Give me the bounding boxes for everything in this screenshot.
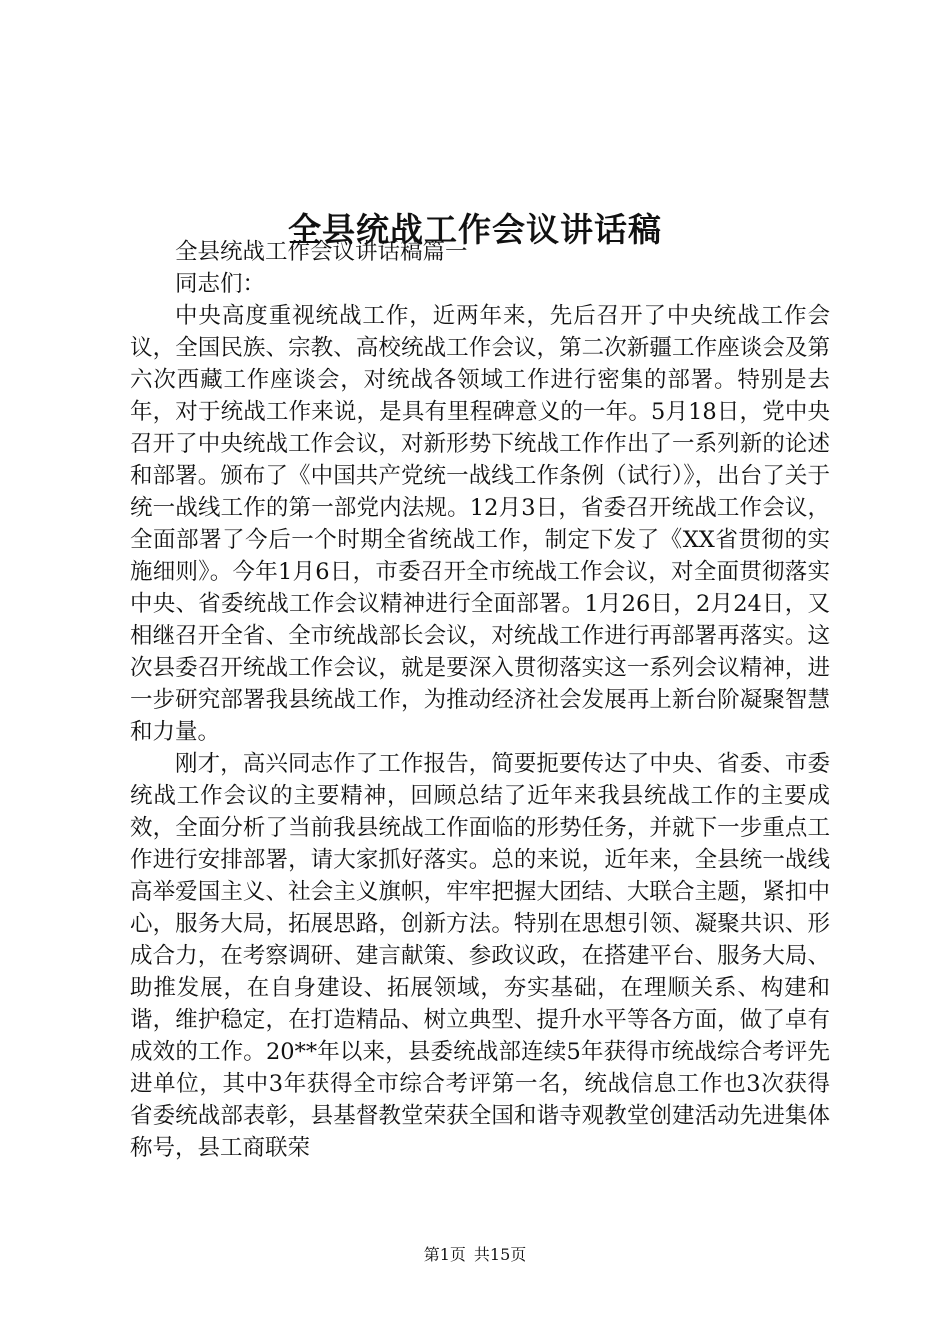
document-body <box>130 236 830 1164</box>
page-footer <box>0 1243 950 1267</box>
page-total: 共15页 <box>473 1245 527 1264</box>
page-number: 第1页 <box>423 1245 466 1264</box>
body-paragraph: 刚才，高兴同志作了工作报告，简要扼要传达了中央、省委、市委统战工作会议的主要精神，回顾总结了近年来我县统战工作的主要成效，全面分析了当前我县统战工作面临的形势任务，并就下一步重点工作进行安排部署，请大家抓好落实。总的来说，近年来，全县统一战线高举爱国主义、社会主义旗帜，牢牢把握大团结、大联合主题，紧扣中心，服务大局，拓展思路，创新方法。特别在思想引领、凝聚共识、形成合力，在考察调研、建言献策、参政议政，在搭建平台、服务大局、助推发展，在自身建设、拓展领域，夯实基础，在理顺关系、构建和谐，维护稳定，在打造精品、树立典型、提升水平等各方面，做了卓有成效的工作。20**年以来，县委统战部连续5年获得市统战综合考评先进单位，其中3年获得全市综合考评第一名，统战信息工作也3次获得省委统战部表彰，县基督教堂荣获全国和谐寺观教堂创建活动先进集体称号，县工商联荣 <box>130 751 830 1161</box>
document-title: 全县统战工作会议讲话稿 <box>288 210 662 250</box>
body-paragraph: 中央高度重视统战工作，近两年来，先后召开了中央统战工作会议，全国民族、宗教、高校统战工作会议，第二次新疆工作座谈会及第六次西藏工作座谈会，对统战各领域工作进行密集的部署。特别是去年，对于统战工作来说，是具有里程碑意义的一年。5月18日，党中央召开了中央统战工作会议，对新形势下统战工作作出了一系列新的论述和部署。颁布了《中国共产党统一战线工作条例（试行）》，出台了关于统一战线工作的第一部党内法规。12月3日，省委召开统战工作会议，全面部署了今后一个时期全省统战工作，制定下发了《XX省贯彻的实施细则》。今年1月6日，市委召开全市统战工作会议，对全面贯彻落实中央、省委统战工作会议精神进行全面部署。1月26日，2月24日，又相继召开全省、全市统战部长会议，对统战工作进行再部署再落实。这次县委召开统战工作会议，就是要深入贯彻落实这一系列会议精神，进一步研究部署我县统战工作，为推动经济社会发展再上新台阶凝聚智慧和力量。 <box>130 303 830 745</box>
salutation-paragraph: 同志们： <box>175 271 266 297</box>
subtitle-paragraph: 全县统战工作会议讲话稿篇一 <box>175 239 468 265</box>
